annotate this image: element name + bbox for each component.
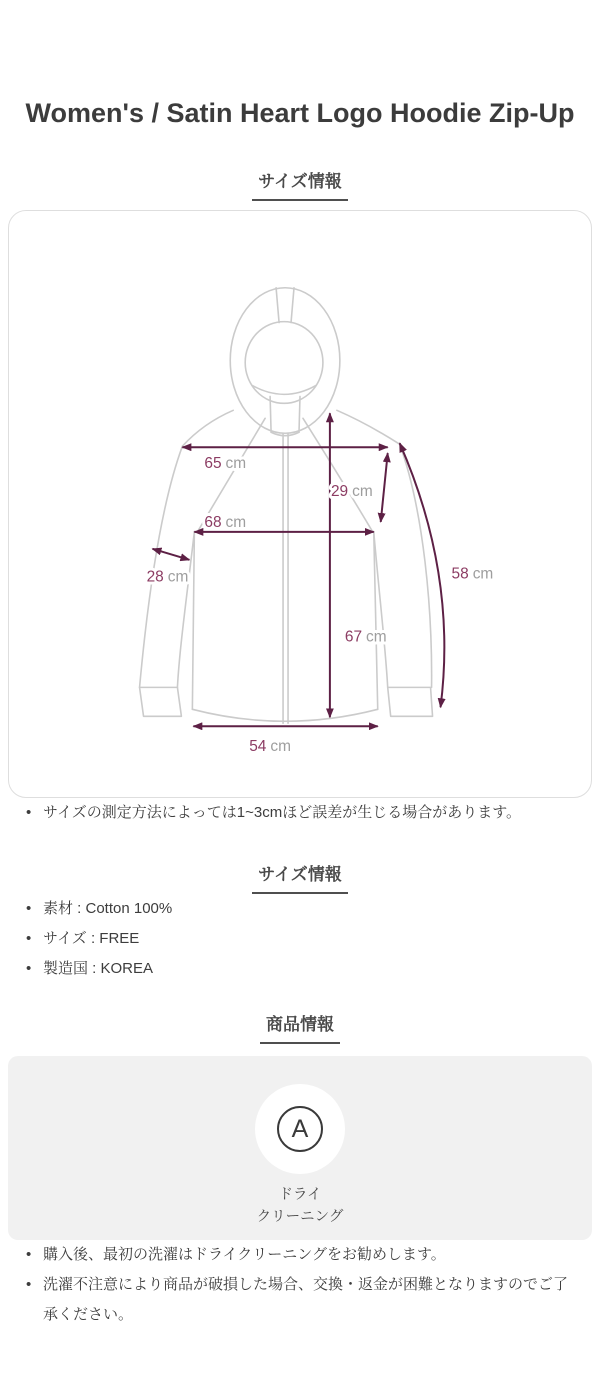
- body-side-left: [192, 532, 194, 709]
- info-item-size: • サイズ : FREE: [0, 924, 580, 954]
- raglan-seam-right: [303, 418, 373, 532]
- hoodie-outline: [140, 288, 433, 724]
- care-note-list: [0, 1240, 600, 1330]
- sleeve-left-inner: [177, 532, 194, 687]
- cuff-left: [140, 687, 182, 716]
- sleeve-opening-label: 28 cm: [146, 568, 189, 586]
- product-info-list: [0, 894, 600, 984]
- measurement-lines: [153, 413, 445, 726]
- dry-clean-symbol-letter: A: [291, 1114, 309, 1143]
- care-note-item: • 洗濯不注意により商品が破損した場合、交換・返金が困難となりますのでご了承ください。: [0, 1270, 580, 1330]
- hem-line: [192, 709, 377, 721]
- chest-width-label: 68 cm: [204, 513, 247, 531]
- hood-face-opening: [245, 322, 323, 404]
- info-item-material: • 素材 : Cotton 100%: [0, 894, 580, 924]
- size-section-header: [0, 171, 600, 201]
- care-instructions-box: [8, 1056, 592, 1240]
- armhole-line: [381, 453, 388, 522]
- care-caption: [257, 1184, 344, 1228]
- cuff-right: [388, 687, 433, 716]
- collar-left: [270, 396, 271, 432]
- hood-seam-right: [291, 288, 294, 323]
- total-length-label: 67 cm: [344, 628, 387, 646]
- dry-clean-icon: [255, 1084, 345, 1174]
- product-section-header: [0, 1014, 600, 1044]
- product-title: Women's / Satin Heart Logo Hoodie Zip-Up: [25, 98, 575, 128]
- care-note-item: • 購入後、最初の洗濯はドライクリーニングをお勧めします。: [0, 1240, 580, 1270]
- sleeve-length-curve: [400, 443, 445, 707]
- care-caption-line-1: ドライ: [278, 1187, 322, 1203]
- armhole-label: 29 cm: [330, 483, 373, 501]
- collar-right: [299, 396, 300, 432]
- sleeve-opening-line: [153, 549, 190, 560]
- hem-width-label: 54 cm: [249, 738, 291, 756]
- sleeve-left-outer: [140, 446, 183, 687]
- product-section-header-label: 商品情報: [260, 1014, 340, 1044]
- hood-seam-left: [276, 288, 279, 323]
- sleeve-length-label: 58 cm: [451, 565, 494, 583]
- hood-chin-curve: [252, 385, 316, 394]
- info-section-header: [0, 864, 600, 894]
- size-diagram-panel: [8, 210, 592, 798]
- care-caption-line-2: クリーニング: [256, 1209, 344, 1225]
- size-note-item: • サイズの測定方法によっては1~3cmほど誤差が生じる場合があります。: [0, 798, 580, 828]
- shoulder-width-label: 65 cm: [204, 455, 247, 473]
- size-section-header-label: サイズ情報: [252, 171, 348, 201]
- zipper: [283, 433, 288, 723]
- hoodie-measurement-diagram: [9, 211, 591, 797]
- shoulder-left: [182, 410, 233, 446]
- info-section-header-label: サイズ情報: [252, 864, 348, 894]
- info-item-origin: • 製造国 : KOREA: [0, 954, 580, 984]
- dry-clean-symbol-ring: [277, 1106, 323, 1152]
- shoulder-right: [337, 410, 400, 444]
- size-note-list: [0, 798, 600, 828]
